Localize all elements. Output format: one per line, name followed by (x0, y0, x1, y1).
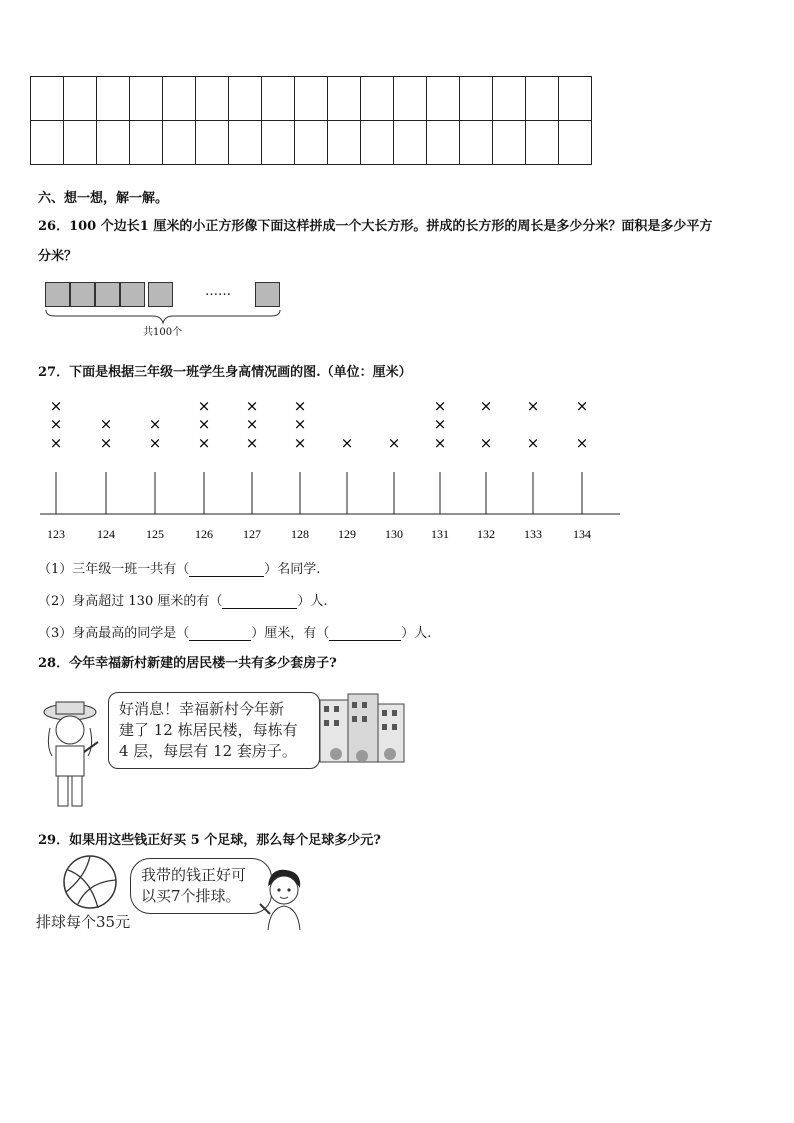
grid-cell (196, 77, 229, 121)
q27-sub1: （1）三年级一班一共有（ ）名同学. (38, 562, 321, 577)
tick-label: 133 (524, 527, 542, 541)
tick-label: 129 (338, 527, 356, 541)
boy-illustration (258, 866, 308, 934)
x-mark: × (148, 434, 162, 452)
grid-cell (526, 77, 559, 121)
grid-cell (130, 77, 163, 121)
news-speech-bubble (108, 692, 320, 769)
grid-cell (97, 77, 130, 121)
answer-grid (30, 76, 592, 165)
tick-label: 126 (195, 527, 213, 541)
x-mark: × (479, 434, 493, 452)
grid-cell (295, 77, 328, 121)
grid-cell (460, 77, 493, 121)
boy-speech-bubble (130, 858, 272, 914)
grid-cell (130, 121, 163, 165)
bubble-line: 好消息！幸福新村今年新 (119, 700, 285, 718)
small-square (148, 282, 173, 307)
q29-title: 29．如果用这些钱正好买 5 个足球，那么每个足球多少元? (38, 833, 381, 848)
small-square (70, 282, 95, 307)
tick-label: 130 (385, 527, 403, 541)
x-mark: × (99, 415, 113, 433)
bubble-line: 4 层，每层有 12 套房子。 (119, 742, 297, 760)
q27-sub2: （2）身高超过 130 厘米的有（ ）人. (38, 594, 328, 609)
grid-cell (427, 77, 460, 121)
q26-text-line2: 分米？ (38, 249, 78, 264)
grid-cell (196, 121, 229, 165)
grid-cell (328, 77, 361, 121)
grid-cell (229, 121, 262, 165)
x-mark: × (575, 434, 589, 452)
height-dot-plot (30, 392, 630, 552)
x-mark: × (49, 415, 63, 433)
reporter-girl-illustration (36, 698, 106, 816)
x-mark: × (245, 434, 259, 452)
grid-cell (262, 77, 295, 121)
q27-title: 27．下面是根据三年级一班学生身高情况画的图.（单位：厘米） (38, 365, 412, 380)
grid-row (31, 77, 592, 121)
grid-cell (64, 77, 97, 121)
x-mark: × (293, 415, 307, 433)
bubble-line: 我带的钱正好可 (141, 866, 247, 884)
x-mark: × (433, 434, 447, 452)
grid-cell (262, 121, 295, 165)
bubble-line: 以买7个排球。 (141, 887, 241, 905)
grid-cell (31, 77, 64, 121)
q28-title: 28．今年幸福新村新建的居民楼一共有多少套房子? (38, 656, 337, 671)
x-mark: × (433, 397, 447, 415)
grid-cell (163, 77, 196, 121)
x-mark: × (575, 397, 589, 415)
x-mark: × (526, 434, 540, 452)
x-mark: × (526, 397, 540, 415)
grid-cell (559, 77, 592, 121)
small-square (95, 282, 120, 307)
tick-label: 124 (97, 527, 115, 541)
grid-cell (427, 121, 460, 165)
q27-sub3: （3）身高最高的同学是（ ）厘米，有（ ）人. (38, 626, 432, 641)
tick-label: 131 (431, 527, 449, 541)
grid-cell (229, 77, 262, 121)
tick-label: 128 (291, 527, 309, 541)
grid-cell (31, 121, 64, 165)
tick-label: 134 (573, 527, 591, 541)
x-mark: × (245, 397, 259, 415)
small-square (120, 282, 145, 307)
x-mark: × (245, 415, 259, 433)
grid-cell (328, 121, 361, 165)
x-mark: × (433, 415, 447, 433)
x-mark: × (197, 415, 211, 433)
x-mark: × (479, 397, 493, 415)
grid-cell (163, 121, 196, 165)
apartment-buildings-illustration (318, 690, 408, 770)
grid-cell (493, 77, 526, 121)
x-mark: × (49, 397, 63, 415)
grid-cell (361, 77, 394, 121)
x-mark: × (293, 434, 307, 452)
grid-cell (64, 121, 97, 165)
x-mark: × (293, 397, 307, 415)
volleyball-icon (58, 854, 122, 910)
x-mark: × (387, 434, 401, 452)
grid-cell (295, 121, 328, 165)
grid-cell (97, 121, 130, 165)
grid-cell (361, 121, 394, 165)
small-square (255, 282, 280, 307)
grid-cell (460, 121, 493, 165)
tick-label: 132 (477, 527, 495, 541)
ellipsis: …… (205, 284, 231, 299)
bubble-line: 建了 12 栋居民楼，每栋有 (119, 721, 298, 739)
tick-label: 123 (47, 527, 65, 541)
volleyball-price-label: 排球每个35元 (36, 913, 131, 931)
grid-cell (394, 121, 427, 165)
x-mark: × (99, 434, 113, 452)
x-mark: × (197, 434, 211, 452)
x-mark: × (49, 434, 63, 452)
grid-row (31, 121, 592, 165)
x-mark: × (197, 397, 211, 415)
q26-text-line1: 26．100 个边长1 厘米的小正方形像下面这样拼成一个大长方形。拼成的长方形的周长是多少分米？面积是多少平方 (38, 219, 713, 234)
x-mark: × (340, 434, 354, 452)
brace-label: 共100个 (143, 327, 183, 338)
grid-cell (526, 121, 559, 165)
x-mark: × (148, 415, 162, 433)
tick-label: 125 (146, 527, 164, 541)
grid-cell (394, 77, 427, 121)
section-title: 六、想一想，解一解。 (38, 191, 169, 206)
small-square (45, 282, 70, 307)
grid-cell (493, 121, 526, 165)
tick-label: 127 (243, 527, 261, 541)
grid-cell (559, 121, 592, 165)
